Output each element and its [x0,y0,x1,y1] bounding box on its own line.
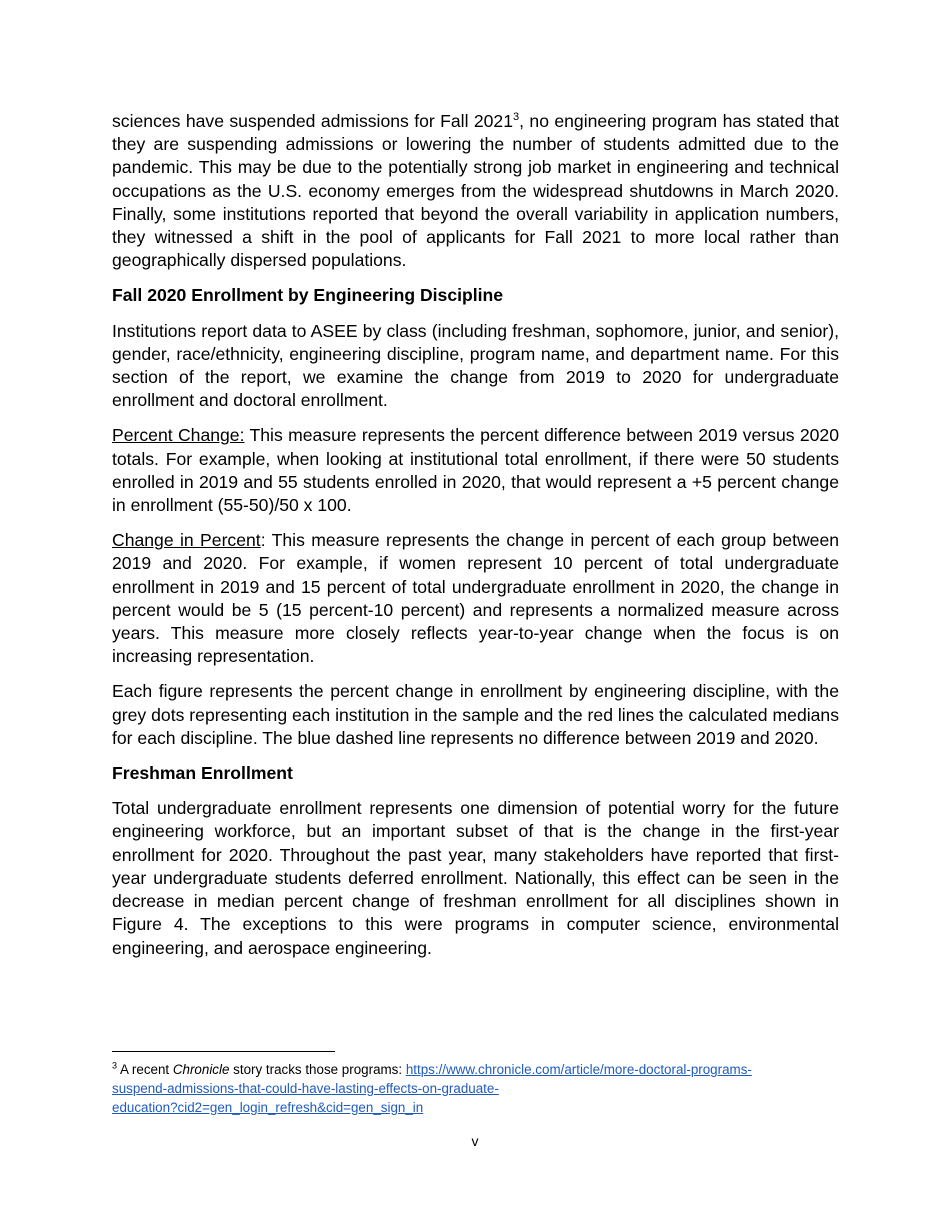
footnote-divider [112,1051,335,1052]
footnote-publication: Chronicle [172,1062,230,1077]
footnote [112,1060,839,1117]
footnote-link-line-1[interactable]: https://www.chronicle.com/article/more-doctoral-programs- [405,1062,752,1077]
page-number: v [471,1133,479,1149]
footnote-middle: story tracks those programs: [229,1062,406,1077]
section-heading-discipline: Fall 2020 Enrollment by Engineering Discipline [112,285,504,306]
footnote-reference[interactable]: 3 [513,111,520,124]
intro-text-start: sciences have suspended admissions for Fall 2021 [112,111,514,131]
footnote-link-line-3[interactable]: education?cid2=gen_login_refresh&cid=gen_sign_in [112,1100,424,1115]
document-body [112,110,839,972]
section-heading-freshman: Freshman Enrollment [112,763,293,784]
change-in-percent-term: Change in Percent [112,530,261,551]
discipline-paragraph: Institutions report data to ASEE by class (including freshman, sophomore, junior, and senior), gender, race/ethnicity, engineering discipline, program name, and department name. For this section of the report, we examine the change from 2019 to 2020 for undergraduate enrollment and doctoral enrollment. [112,320,839,411]
footnote-number: 3 [112,1060,118,1071]
figure-description-paragraph: Each figure represents the percent change in enrollment by engineering discipline, with the grey dots representing each institution in the sample and the red lines the calculated medians for each discipline. The blue dashed line represents no difference between 2019 and 2020. [112,681,839,748]
change-in-percent-paragraph [112,529,839,668]
percent-change-definition: This measure represents the percent difference between 2019 versus 2020 totals. For example, when looking at institutional total enrollment, if there were 50 students enrolled in 2019 and 55 students enrolled in 2020, that would represent a +5 percent change in enrollment (55-50)/50 x 100. [112,425,839,516]
footnote-prefix: A recent [117,1062,173,1077]
change-in-percent-definition: : This measure represents the change in percent of each group between 2019 and 2020. For example, if women represent 10 percent of total undergraduate enrollment in 2019 and 15 percent of total undergraduate enrollment in 2020, the change in percent would be 5 (15 percent-10 percent) and represents a normalized measure across years. This measure more closely reflects year-to-year change when the focus is on increasing representation. [112,530,840,667]
percent-change-paragraph [112,424,839,517]
footnote-link-line-2[interactable]: suspend-admissions-that-could-have-lasting-effects-on-graduate- [112,1081,499,1096]
intro-text-end: , no engineering program has stated that they are suspending admissions or lowering the number of students admitted due to the pandemic. This may be due to the potentially strong job market in engineering and technical occupations as the U.S. economy emerges from the widespread shutdowns in March 2020. Finally, some institutions reported that beyond the overall variability in application numbers, they witnessed a shift in the pool of applicants for Fall 2021 to more local rather than geographically dispersed populations. [112,111,839,271]
freshman-paragraph: Total undergraduate enrollment represents one dimension of potential worry for the future engineering workforce, but an important subset of that is the change in the first-year enrollment for 2020. Throughout the past year, many stakeholders have reported that first-year undergraduate students deferred enrollment. Nationally, this effect can be seen in the decrease in median percent change of freshman enrollment for all disciplines shown in Figure 4. The exceptions to this were programs in computer science, environmental engineering, and aerospace engineering. [112,798,839,958]
intro-paragraph [112,110,839,272]
percent-change-term: Percent Change: [112,425,245,446]
